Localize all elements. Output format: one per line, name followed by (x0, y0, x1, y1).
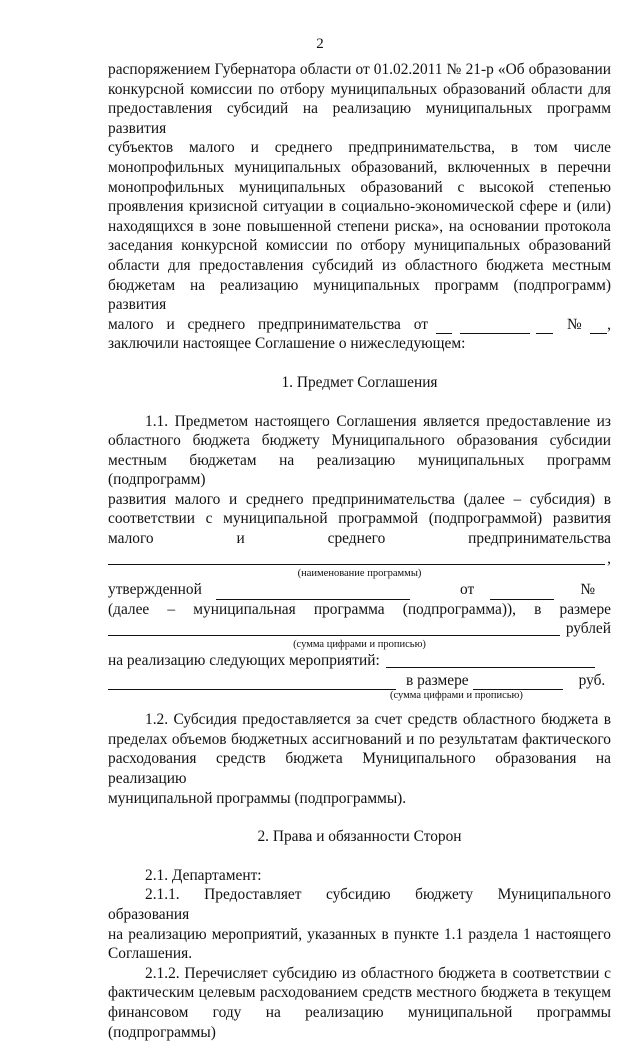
p212-line: финансовом году на реализацию муниципальной программы (подпрограммы) (108, 1003, 611, 1041)
page-number: 2 (316, 36, 324, 52)
program-name-caption: (наименование программы) (297, 568, 422, 580)
paragraph-2-1: 2.1. Департамент: (145, 866, 262, 884)
comma: , (607, 315, 611, 333)
paragraph-1-2 (108, 710, 611, 808)
section-2-heading: 2. Права и обязанности Сторон (257, 828, 462, 846)
p212-line: фактическим целевым расходованием средств местного бюджета в текущем (108, 984, 611, 1002)
p212-line: 2.1.2. Перечисляет субсидию из областного бюджета в соответствии с (145, 964, 611, 982)
p11-line: областного бюджета бюджету Муниципального образования субсидии (108, 432, 611, 450)
in-amount-label: в размере (406, 671, 469, 689)
p12-line: расходования средств бюджета Муниципального образования на реализацию (108, 750, 611, 787)
activities-field[interactable] (386, 652, 595, 668)
p12-last-line: муниципальной программы (подпрограммы). (108, 789, 407, 807)
intro-line: находящихся в зоне повышенной степени риска», на основании протокола (108, 217, 611, 235)
p11-line: соответствии с муниципальной программой (подпрограммой) развития (108, 510, 611, 528)
subsidy-amount-field[interactable] (108, 620, 560, 636)
protocol-date-month-field[interactable] (460, 318, 530, 334)
paragraph-1-1 (108, 412, 611, 703)
approval-row (108, 580, 611, 600)
activities-label: на реализацию следующих мероприятий: (108, 652, 380, 670)
document-body (108, 60, 611, 1042)
intro-line: предоставления субсидий на реализацию муниципальных программ развития (108, 100, 611, 137)
amount-row (108, 619, 611, 639)
number-sign: № (580, 581, 595, 599)
paragraph-2-1-2 (108, 964, 611, 1042)
p11-line: развития малого и среднего предпринимательства (далее – субсидия) в (108, 490, 611, 508)
hereinafter-line: (далее – муниципальная программа (подпрограмма)), в размере (108, 600, 611, 618)
approved-by-field[interactable] (216, 584, 410, 600)
protocol-date-year-field[interactable] (536, 318, 553, 334)
rubles-label: рублей (565, 620, 611, 638)
number-sign: № (567, 315, 582, 333)
p12-line: пределах объемов бюджетных ассигнований и по результатам фактического (108, 730, 611, 748)
intro-line: бюджетам на реализацию муниципальных программ (подпрограмм) развития (108, 276, 611, 314)
activities-amount-row (108, 671, 611, 691)
protocol-date-line (108, 315, 611, 335)
intro-line: монопрофильных муниципальных образований с высокой степенью (108, 178, 611, 196)
rub-label: руб. (578, 671, 606, 689)
p211-line: 2.1.1. Предоставляет субсидию бюджету Муниципального образования (108, 886, 611, 923)
protocol-date-day-field[interactable] (436, 318, 452, 334)
paragraph-2-1-1 (108, 885, 611, 963)
intro-line: области для предоставления субсидий из областного бюджета местным (108, 256, 611, 274)
amount-caption-2: (сумма цифрами и прописью) (390, 690, 523, 702)
activities-amount-field[interactable] (473, 674, 563, 690)
p211-line: на реализацию мероприятий, указанных в пункте 1.1 раздела 1 настоящего (108, 925, 611, 943)
p12-line: 1.2. Субсидия предоставляется за счет средств областного бюджета в (145, 711, 611, 729)
intro-line: проявления кризисной ситуации в социально-экономической сфере и (или) (108, 198, 611, 216)
comma: , (607, 549, 611, 567)
intro-line: заседания конкурсной комиссии по отбору муниципальных образований (108, 237, 611, 255)
protocol-line-text: малого и среднего предпринимательства от (108, 315, 428, 333)
p11-line: малого и среднего предпринимательства (108, 530, 611, 548)
p211-last-line: Соглашения. (108, 945, 193, 963)
activities-continued-field[interactable] (108, 674, 396, 690)
intro-last-line: заключили настоящее Соглашение о нижеследующем: (108, 335, 466, 353)
intro-line: распоряжением Губернатора области от 01.02.2011 № 21-р «Об образовании (108, 61, 611, 78)
approved-label: утвержденной (108, 581, 202, 599)
protocol-number-field[interactable] (590, 318, 607, 334)
p11-line: 1.1. Предметом настоящего Соглашения является предоставление из (145, 412, 611, 430)
section-1-heading: 1. Предмет Соглашения (281, 373, 438, 391)
program-name-row (108, 549, 611, 569)
intro-line: конкурсной комиссии по отбору муниципальных образований области для (108, 80, 611, 98)
intro-line: субъектов малого и среднего предпринимательства, в том числе (108, 139, 611, 157)
approval-date-field[interactable] (490, 584, 554, 600)
activities-row (108, 651, 611, 671)
p11-line: местным бюджетам на реализацию муниципальных программ (подпрограмм) (108, 451, 611, 489)
from-label: от (460, 581, 475, 599)
program-name-field[interactable] (108, 549, 605, 565)
intro-paragraph (108, 60, 611, 354)
intro-line: монопрофильных муниципальных образований, включенных в перечни (108, 158, 611, 176)
amount-caption: (сумма цифрами и прописью) (293, 639, 426, 651)
